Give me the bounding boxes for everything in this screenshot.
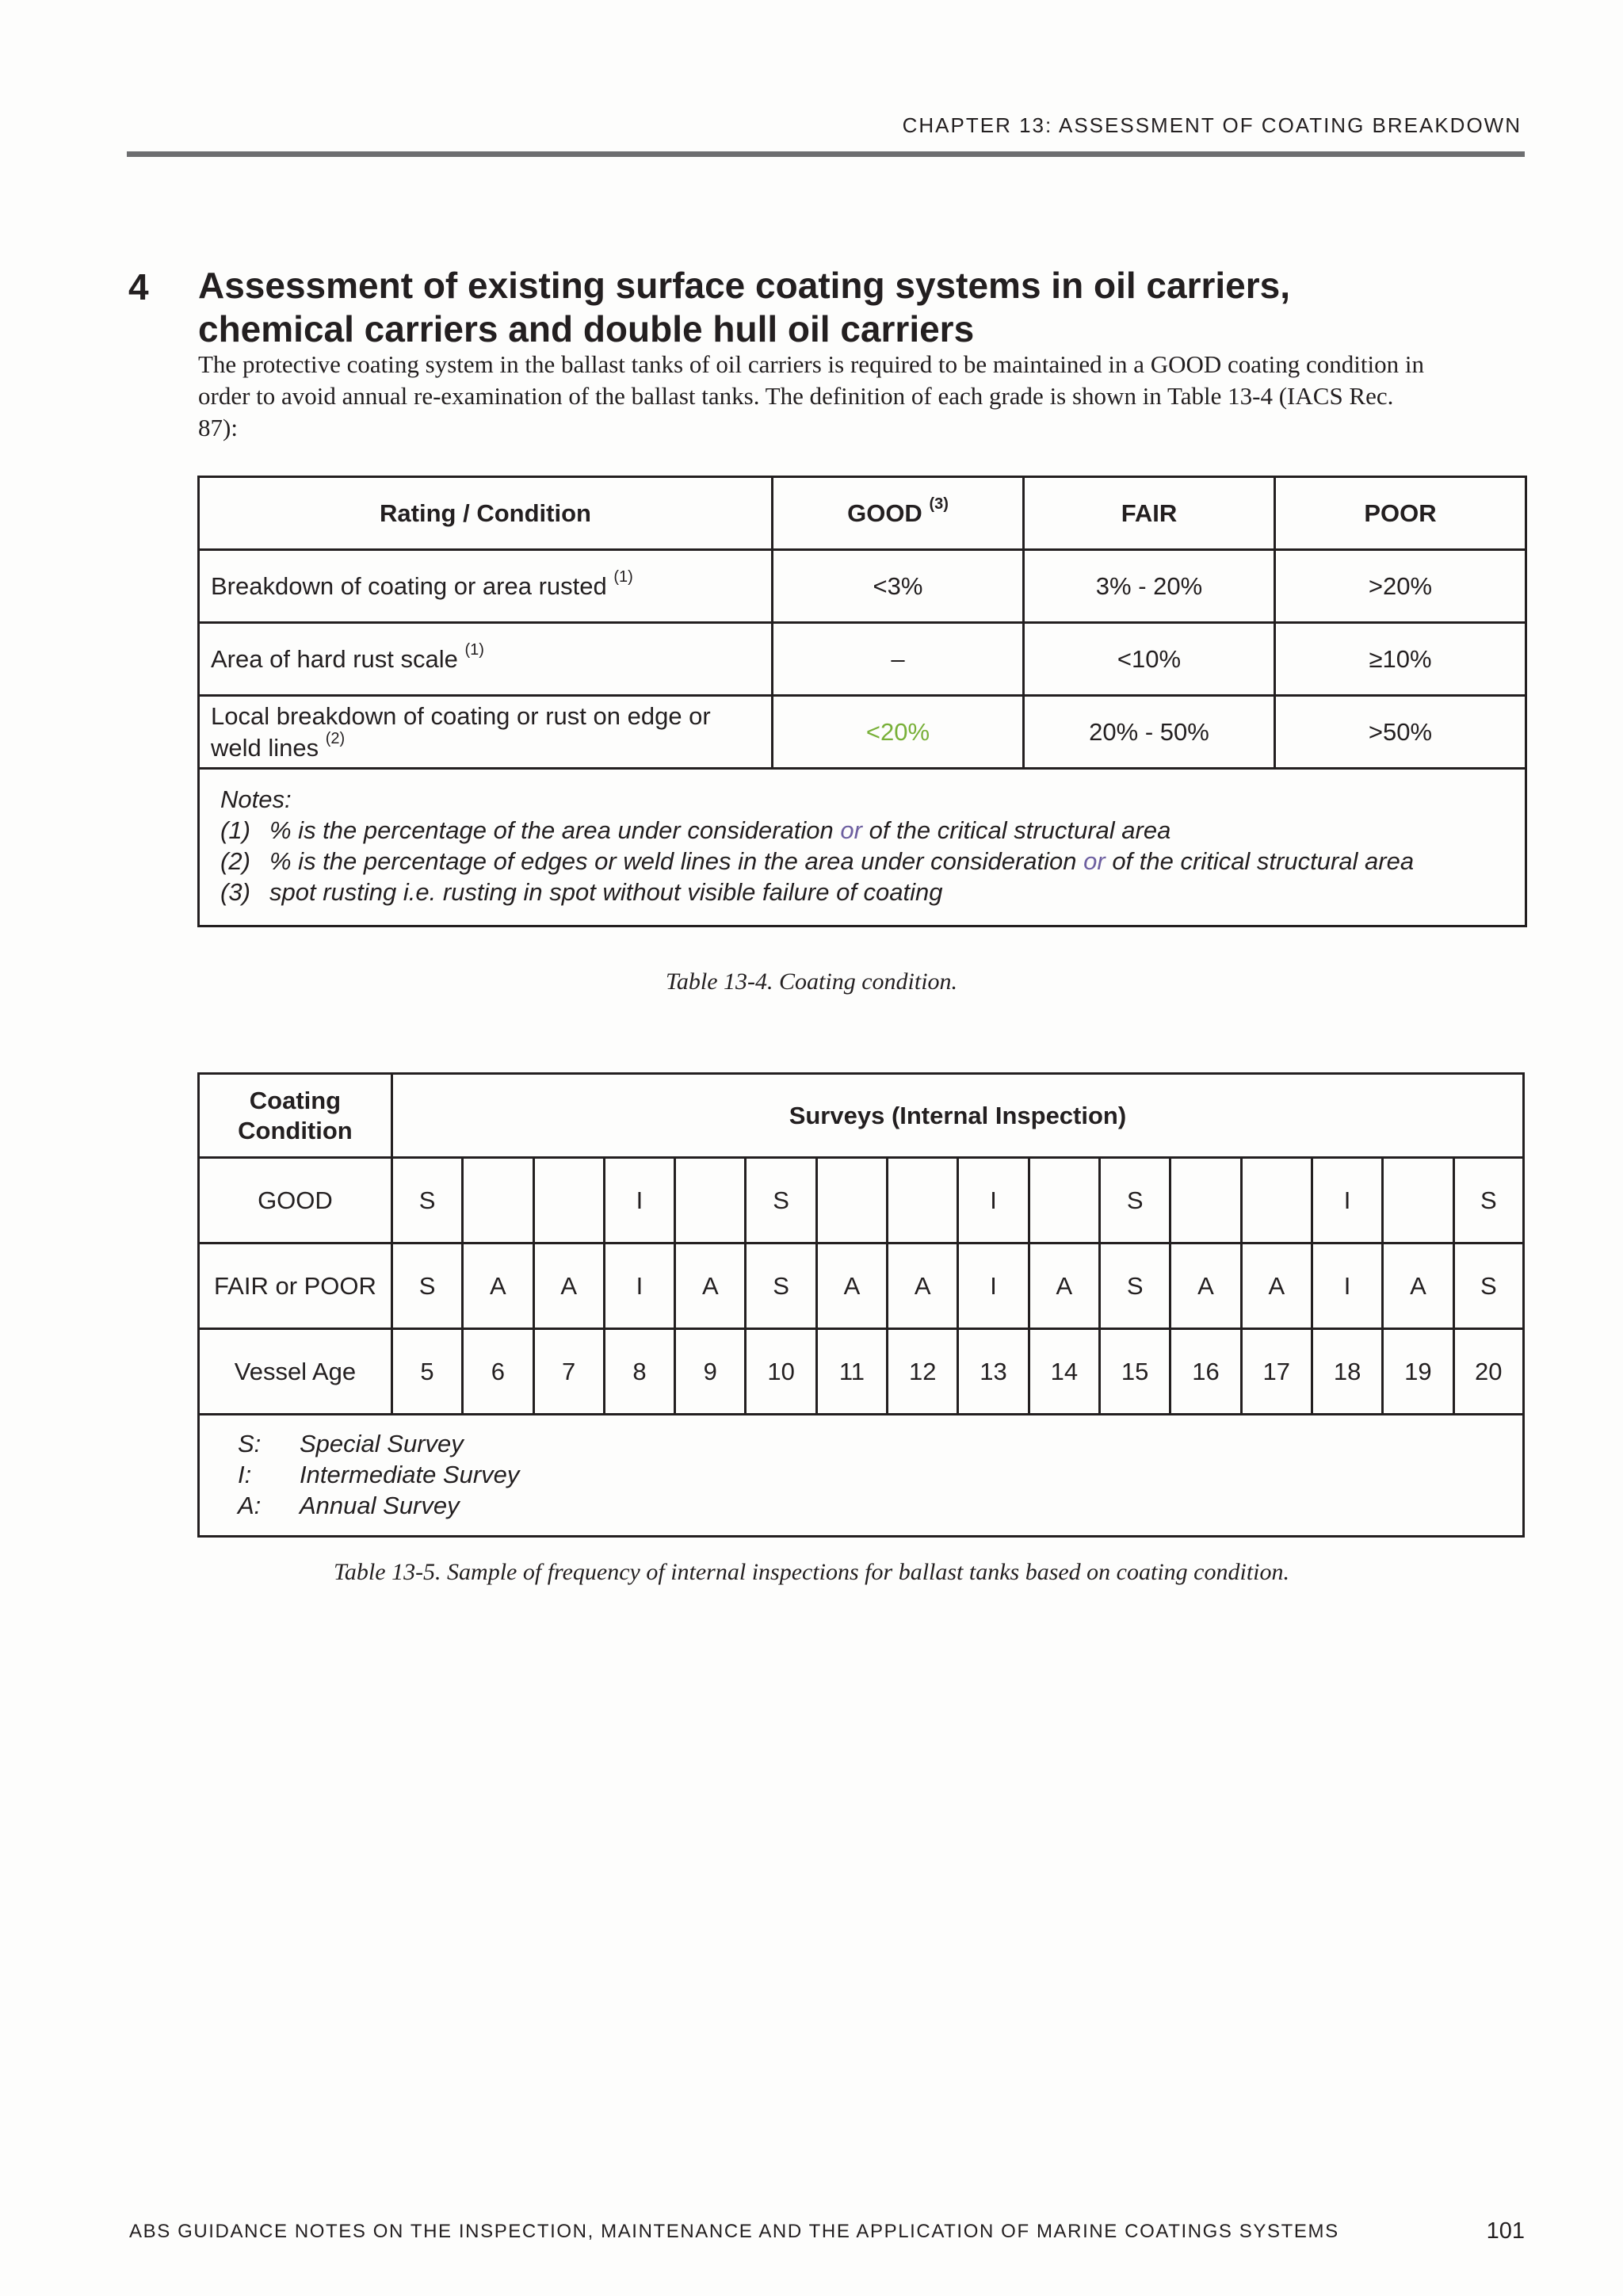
header-coating-condition: Coating Condition <box>199 1074 392 1158</box>
table-header-row <box>199 477 1526 550</box>
survey-cell <box>1170 1158 1241 1244</box>
note-item: (2) % is the percentage of edges or weld lines in the area under consideration or of the critical structural area <box>220 847 1415 875</box>
row-label: Vessel Age <box>199 1329 392 1415</box>
legend-item: S: Special Survey <box>238 1430 464 1457</box>
cell-poor: >20% <box>1275 550 1526 623</box>
age-cell: 14 <box>1029 1329 1099 1415</box>
survey-cell: A <box>888 1244 958 1329</box>
footer-title: ABS GUIDANCE NOTES ON THE INSPECTION, MAINTENANCE AND THE APPLICATION OF MARINE COATINGS SYSTEMS <box>129 2221 1339 2242</box>
table-row <box>199 623 1526 696</box>
survey-cell <box>463 1158 533 1244</box>
page-number: 101 <box>1486 2218 1525 2244</box>
survey-cell: I <box>958 1244 1029 1329</box>
cell-poor: ≥10% <box>1275 623 1526 696</box>
cell-fair: <10% <box>1024 623 1275 696</box>
row-label: Local breakdown of coating or rust on edge or weld lines $^{(2)}$ <box>199 696 773 769</box>
age-cell: 20 <box>1453 1329 1523 1415</box>
age-cell: 15 <box>1100 1329 1170 1415</box>
survey-cell: S <box>1453 1244 1523 1329</box>
survey-cell <box>888 1158 958 1244</box>
survey-cell <box>533 1158 604 1244</box>
age-cell: 9 <box>675 1329 746 1415</box>
survey-cell: S <box>1100 1158 1170 1244</box>
age-cell: 6 <box>463 1329 533 1415</box>
section-title-line2: chemical carriers and double hull oil carriers <box>198 308 975 350</box>
notes <box>199 769 1526 926</box>
intro-paragraph: The protective coating system in the ballast tanks of oil carriers is required to be maintained in a GOOD coating condition in order to avoid annual re-examination of the ballast tanks. The definition of each grade is shown in Table 13-4 (IACS Rec. 87): <box>198 350 1424 441</box>
cell-good: – <box>773 623 1024 696</box>
table-row <box>199 550 1526 623</box>
age-cell: 10 <box>746 1329 816 1415</box>
table-row <box>199 696 1526 769</box>
survey-cell: I <box>604 1158 674 1244</box>
age-cell: 18 <box>1312 1329 1382 1415</box>
age-cell: 11 <box>816 1329 887 1415</box>
survey-cell: I <box>604 1244 674 1329</box>
survey-cell: S <box>1100 1244 1170 1329</box>
header-rating: Rating / Condition <box>199 477 773 550</box>
cell-fair: 3% - 20% <box>1024 550 1275 623</box>
row-label: Breakdown of coating or area rusted $^{(1)}$ <box>199 550 773 623</box>
survey-cell: I <box>958 1158 1029 1244</box>
age-cell: 16 <box>1170 1329 1241 1415</box>
legend-item: A: Annual Survey <box>238 1492 460 1519</box>
survey-cell: A <box>1383 1244 1453 1329</box>
section-title <box>198 264 1529 351</box>
age-cell: 17 <box>1241 1329 1312 1415</box>
header-surveys: Surveys (Internal Inspection) <box>391 1074 1523 1158</box>
survey-cell <box>1383 1158 1453 1244</box>
notes-row <box>199 769 1526 926</box>
section-title-line1: Assessment of existing surface coating systems in oil carriers, <box>198 265 1291 306</box>
survey-cell: S <box>391 1158 462 1244</box>
survey-cell <box>675 1158 746 1244</box>
survey-cell: A <box>1241 1244 1312 1329</box>
cell-good: <3% <box>773 550 1024 623</box>
survey-cell: I <box>1312 1158 1382 1244</box>
survey-cell: A <box>533 1244 604 1329</box>
legend-row <box>199 1415 1524 1537</box>
coating-condition-table <box>197 476 1527 927</box>
legend <box>199 1415 1524 1537</box>
survey-cell: S <box>1453 1158 1523 1244</box>
age-cell: 7 <box>533 1329 604 1415</box>
survey-cell: A <box>1170 1244 1241 1329</box>
section-number: 4 <box>128 266 149 308</box>
age-cell: 8 <box>604 1329 674 1415</box>
row-label: FAIR or POOR <box>199 1244 392 1329</box>
survey-cell: S <box>391 1244 462 1329</box>
header-rule <box>127 151 1525 157</box>
row-label: GOOD <box>199 1158 392 1244</box>
age-cell: 5 <box>391 1329 462 1415</box>
table-row-fair-poor <box>199 1244 1524 1329</box>
table-13-5-caption: Table 13-5. Sample of frequency of internal inspections for ballast tanks based on coating condition. <box>333 1559 1289 1585</box>
table-row-good <box>199 1158 1524 1244</box>
cell-fair: 20% - 50% <box>1024 696 1275 769</box>
survey-cell: A <box>463 1244 533 1329</box>
survey-cell: I <box>1312 1244 1382 1329</box>
note-item: (1) % is the percentage of the area under consideration or of the critical structural area <box>220 816 1171 844</box>
table-13-4-caption: Table 13-4. Coating condition. <box>665 968 958 995</box>
table-row-vessel-age <box>199 1329 1524 1415</box>
cell-good: <20% <box>773 696 1024 769</box>
survey-cell: A <box>1029 1244 1099 1329</box>
cell-poor: >50% <box>1275 696 1526 769</box>
header-fair: FAIR <box>1024 477 1275 550</box>
inspection-frequency-table <box>197 1072 1525 1538</box>
row-label: Area of hard rust scale $^{(1)}$ <box>199 623 773 696</box>
legend-item: I: Intermediate Survey <box>238 1461 520 1488</box>
survey-cell: S <box>746 1158 816 1244</box>
note-item: (3) spot rusting i.e. rusting in spot without visible failure of coating <box>220 878 943 906</box>
survey-cell <box>1241 1158 1312 1244</box>
header-poor: POOR <box>1275 477 1526 550</box>
table-header-row <box>199 1074 1524 1158</box>
survey-cell: A <box>675 1244 746 1329</box>
header-good: GOOD $^{(3)}$ <box>773 477 1024 550</box>
survey-cell <box>1029 1158 1099 1244</box>
survey-cell <box>816 1158 887 1244</box>
running-header: CHAPTER 13: ASSESSMENT OF COATING BREAKDOWN <box>902 113 1522 137</box>
age-cell: 19 <box>1383 1329 1453 1415</box>
notes-title: Notes: <box>220 785 292 813</box>
survey-cell: S <box>746 1244 816 1329</box>
age-cell: 12 <box>888 1329 958 1415</box>
age-cell: 13 <box>958 1329 1029 1415</box>
survey-cell: A <box>816 1244 887 1329</box>
